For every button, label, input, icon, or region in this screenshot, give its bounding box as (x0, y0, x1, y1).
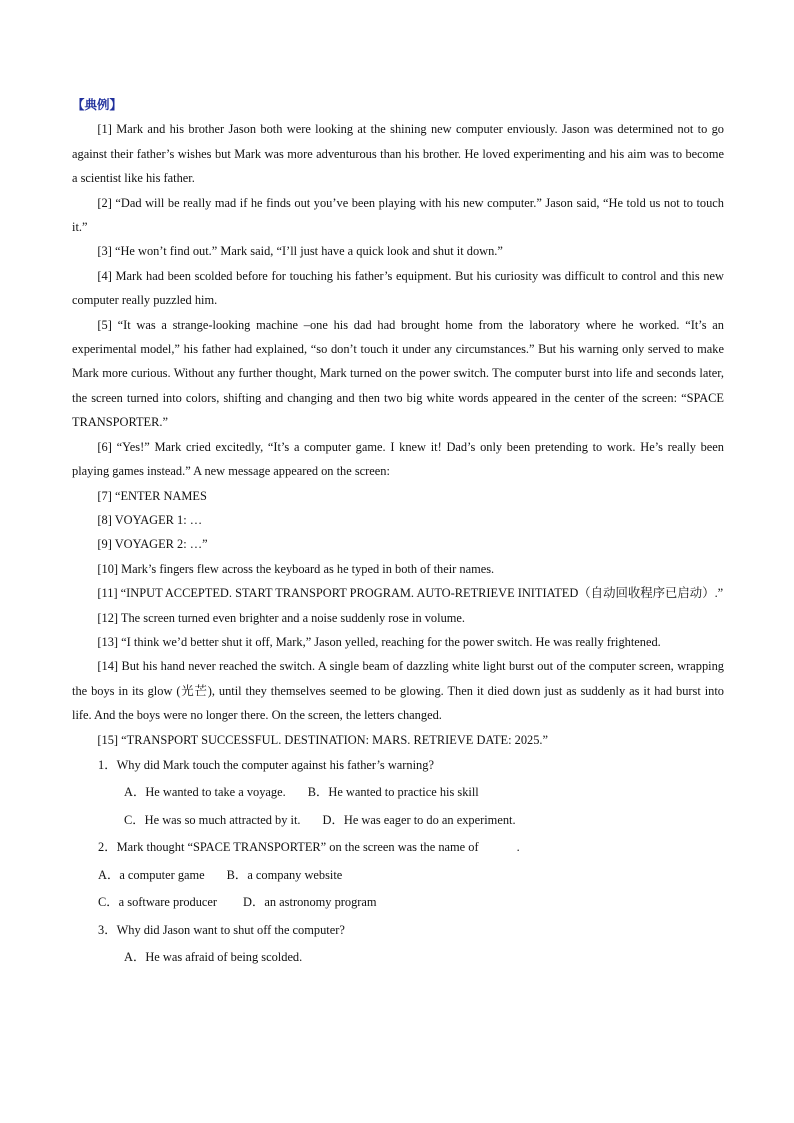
question-2-stem-end: . (516, 840, 520, 855)
paragraph-3: [3] “He won’t find out.” Mark said, “I’ll just have a quick look and shut it down.” (97, 244, 503, 259)
passage (72, 117, 724, 752)
paragraph-10: [10] Mark’s fingers flew across the keyboard as he typed in both of their names. (97, 561, 495, 576)
questions (72, 752, 724, 972)
paragraph-4: [4] Mark had been scolded before for touching his father’s equipment. But his curiosity was difficult to control and this new computer really puzzled him. (72, 268, 724, 308)
paragraph-15: [15] “TRANSPORT SUCCESSFUL. DESTINATION: MARS. RETRIEVE DATE: 2025.” (97, 732, 549, 747)
paragraph-6: [6] “Yes!” Mark cried excitedly, “It’s a computer game. I knew it! Dad’s only been pretending to work. He’s really been playing games instead.” A new message appeared on the screen: (72, 439, 724, 479)
paragraph-12: [12] The screen turned even brighter and a noise suddenly rose in volume. (97, 610, 465, 625)
paragraph-13: [13] “I think we’d better shut it off, Mark,” Jason yelled, reaching for the power switch. He was really frightened. (97, 634, 661, 649)
paragraph-5: [5] “It was a strange-looking machine –one his dad had brought home from the laboratory where he worked. “It’s an experimental model,” his father had explained, “so don’t touch it under any circumstances.” But his warning only served to make Mark more curious. Without any further thought, Mark turned on the power switch. The computer burst into life and seconds later, the screen turned into colors, shifting and changing and then two big white words appeared in the center of the screen: “SPACE TRANSPORTER.” (72, 317, 724, 430)
question-2-options-row-2 (72, 889, 724, 917)
question-3-option-a[interactable]: A．He was afraid of being scolded. (124, 950, 303, 965)
paragraph-1: [1] Mark and his brother Jason both were looking at the shining new computer enviously. Jason was determined not to go against their father’s wishes but Mark was more adventurous than his brother. He loved experimenting and his aim was to become a scientist like his father. (72, 122, 724, 186)
question-2-option-a[interactable]: A．a computer game (98, 867, 205, 882)
question-1-stem: 1．Why did Mark touch the computer against his father’s warning? (98, 757, 434, 772)
question-1-option-b[interactable]: B．He wanted to practice his skill (307, 785, 479, 800)
paragraph-9: [9] VOYAGER 2: …” (97, 537, 208, 552)
question-3-stem: 3．Why did Jason want to shut off the computer? (98, 922, 345, 937)
question-2-option-d[interactable]: D．an astronomy program (243, 895, 377, 910)
document-page (72, 93, 724, 972)
question-2-stem-text: 2．Mark thought “SPACE TRANSPORTER” on the screen was the name of (98, 840, 479, 855)
paragraph-2: [2] “Dad will be really mad if he finds out you’ve been playing with his new computer.” Jason said, “He told us not to touch it.” (72, 195, 724, 235)
section-heading: 【典例】 (72, 97, 123, 112)
question-1-options-row-2 (72, 807, 724, 835)
question-1-option-d[interactable]: D．He was eager to do an experiment. (322, 812, 516, 827)
question-2-options-row-1 (72, 862, 724, 890)
question-2-option-c[interactable]: C．a software producer (98, 895, 218, 910)
paragraph-14: [14] But his hand never reached the switch. A single beam of dazzling white light burst out of the computer screen, wrapping the boys in its glow (光芒), until they themselves seemed to be glowing. Then it died down just as suddenly as it had burst into life. And the boys were no longer there. On the screen, the letters changed. (72, 659, 724, 723)
paragraph-7: [7] “ENTER NAMES (97, 488, 207, 503)
paragraph-8: [8] VOYAGER 1: … (97, 512, 203, 527)
question-2-option-b[interactable]: B．a company website (226, 867, 343, 882)
question-2-stem (72, 834, 724, 862)
question-1-option-c[interactable]: C．He was so much attracted by it. (124, 812, 301, 827)
question-1-option-a[interactable]: A．He wanted to take a voyage. (124, 785, 286, 800)
question-1-options-row-1 (72, 779, 724, 807)
question-3-options-row-1 (72, 944, 724, 972)
paragraph-11: [11] “INPUT ACCEPTED. START TRANSPORT PROGRAM. AUTO-RETRIEVE INITIATED（自动回收程序已启动）.” (97, 586, 724, 601)
